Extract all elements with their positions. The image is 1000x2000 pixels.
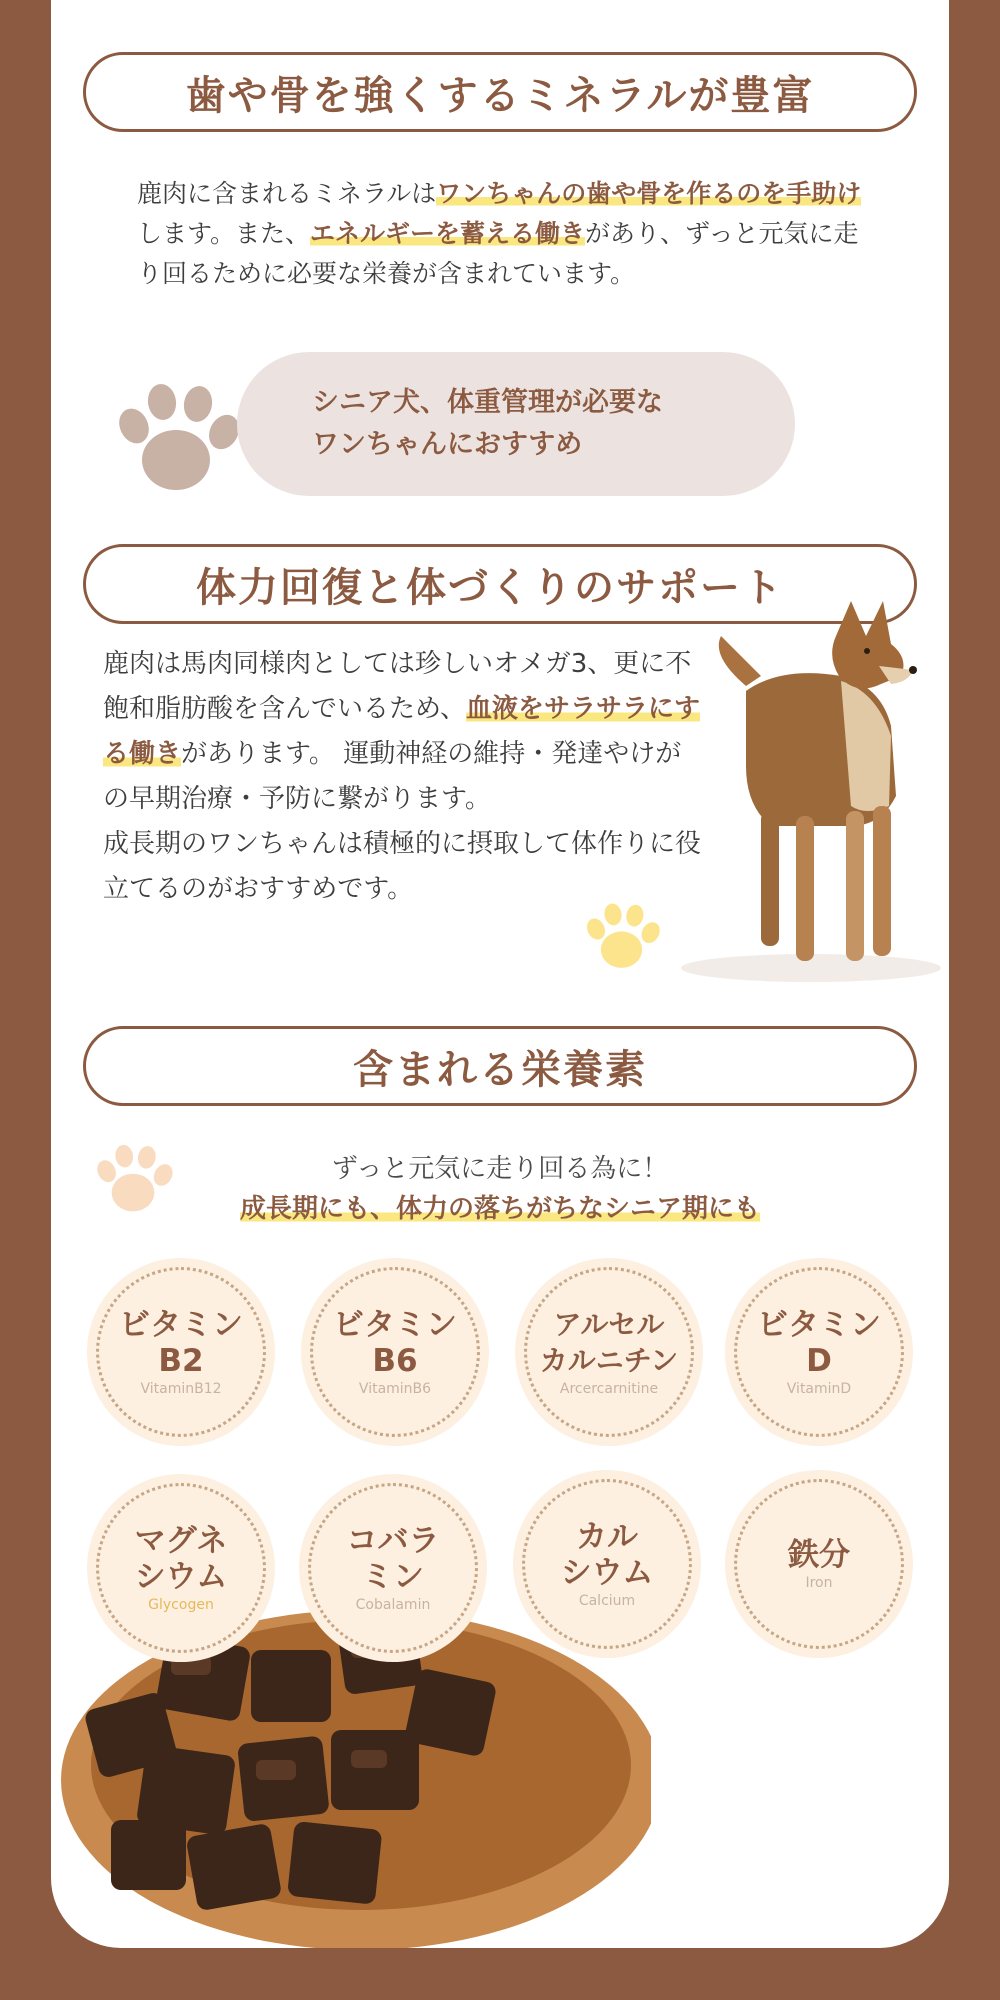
nutrient-en: Cobalamin	[355, 1597, 431, 1613]
nutrient-en: Arcercarnitine	[559, 1381, 659, 1397]
nutrient-carnitine	[515, 1258, 703, 1446]
nutrient-iron	[725, 1470, 913, 1658]
paw-icon-yellow	[579, 900, 664, 975]
nutrient-en: Glycogen	[148, 1597, 214, 1613]
minerals-paragraph	[137, 174, 867, 294]
nutrient-en: Calcium	[578, 1593, 636, 1609]
heading-nutrients: 含まれる栄養素	[83, 1026, 917, 1106]
recovery-text-3: 成長期のワンちゃんは積極的に摂取して体作りに役立てるのがおすすめです。	[103, 829, 702, 904]
recovery-text-1: 鹿肉は馬肉同様肉としては珍しいオメガ3、更に不飽和脂肪酸を含んでいるため、	[103, 649, 692, 724]
nutrient-cobalamin	[299, 1474, 487, 1662]
nutrient-vitamin-b2	[87, 1258, 275, 1446]
nutrient-en: VitaminD	[786, 1381, 852, 1397]
content-card	[51, 0, 949, 1948]
nutrients-subtitle-highlight	[51, 1188, 949, 1225]
nutrient-name: コバラ ミン	[346, 1523, 440, 1595]
recovery-paragraph	[103, 642, 703, 912]
recovery-text-2: があります。 運動神経の維持・発達やけがの早期治療・予防に繋がります。	[103, 739, 682, 814]
recovery-highlight: 血液をサラサラにする働き	[103, 694, 700, 769]
nutrient-en: Iron	[805, 1575, 833, 1591]
recommend-badge	[237, 352, 795, 496]
minerals-text-2: します。また、	[137, 219, 311, 248]
minerals-highlight-2: エネルギーを蓄える働き	[310, 219, 586, 248]
nutrient-vitamin-d	[725, 1258, 913, 1446]
nutrient-name: カル シウム	[560, 1519, 654, 1591]
nutrient-magnesium	[87, 1474, 275, 1662]
heading-recovery: 体力回復と体づくりのサポート	[83, 544, 917, 624]
nutrients-subtitle: ずっと元気に走り回る為に！	[331, 1154, 669, 1184]
nutrient-calcium	[513, 1470, 701, 1658]
nutrient-name: ビタミン B2	[119, 1307, 243, 1379]
nutrient-name: アルセル カルニチン	[539, 1308, 679, 1377]
nutrient-en: VitaminB6	[358, 1381, 432, 1397]
nutrient-en: VitaminB12	[140, 1381, 222, 1397]
minerals-highlight-1: ワンちゃんの歯や骨を作るのを手助け	[436, 179, 862, 208]
nutrient-name: 鉄分	[788, 1537, 850, 1573]
minerals-text-3: があり、ずっと元気に走り回るために必要な栄養が含まれています。	[137, 219, 859, 288]
recommend-line-2: ワンちゃんにおすすめ	[312, 429, 583, 460]
nutrient-name: ビタミン B6	[333, 1307, 457, 1379]
nutrient-name: マグネ シウム	[134, 1523, 228, 1595]
nutrient-vitamin-b6	[301, 1258, 489, 1446]
nutrients-highlight-text: 成長期にも、体力の落ちがちなシニア期にも	[239, 1194, 760, 1224]
dog-photo	[651, 596, 949, 982]
minerals-text-1: 鹿肉に含まれるミネラルは	[137, 179, 437, 208]
recommend-line-1: シニア犬、体重管理が必要な	[312, 387, 663, 418]
paw-icon	[106, 380, 246, 500]
nutrient-name: ビタミン D	[757, 1307, 881, 1379]
heading-minerals: 歯や骨を強くするミネラルが豊富	[83, 52, 917, 132]
